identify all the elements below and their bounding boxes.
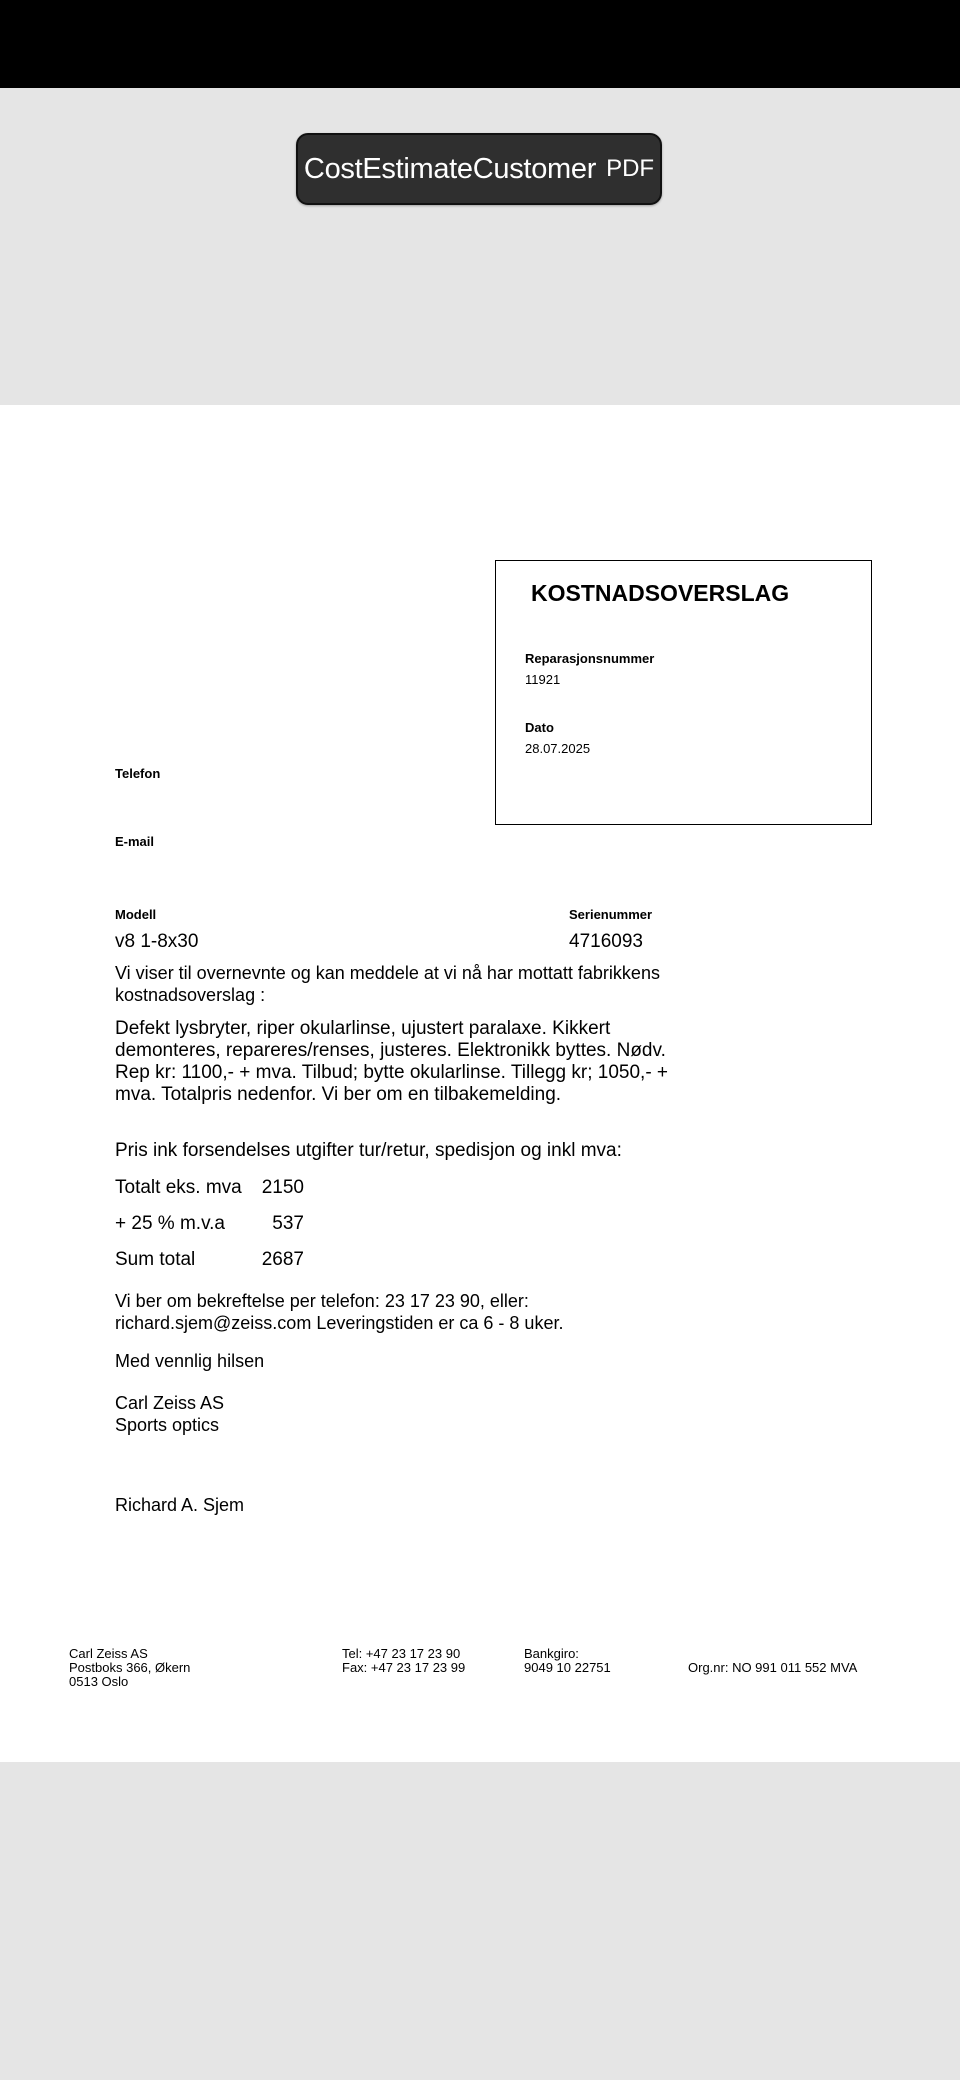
file-name: CostEstimateCustomer: [303, 152, 597, 185]
serial-label: Serienummer: [569, 907, 653, 922]
email-label: E-mail: [115, 834, 155, 849]
description-line: demonteres, repareres/renses, justeres. Elektronikk byttes. Nødv.: [115, 1040, 666, 1061]
intro-line: kostnadsoverslag :: [115, 985, 266, 1005]
confirmation-paragraph: [115, 1290, 563, 1334]
description-line: Rep kr: 1100,- + mva. Tilbud; bytte okularlinse. Tillegg kr; 1050,- +: [115, 1062, 669, 1083]
footer-contact: [342, 1647, 465, 1675]
document-page: [0, 405, 960, 1762]
company-department: Sports optics: [115, 1415, 220, 1435]
price-row-value: 2150: [261, 1177, 304, 1198]
greeting: Med vennlig hilsen: [115, 1351, 265, 1371]
repair-number-label: Reparasjonsnummer: [525, 651, 655, 666]
repair-description: [115, 1018, 668, 1106]
description-line: Defekt lysbryter, riper okularlinse, ujustert paralaxe. Kikkert: [115, 1018, 611, 1039]
price-row-value: 2687: [261, 1249, 304, 1270]
footer-bank-number: 9049 10 22751: [524, 1660, 611, 1675]
footer-address-line: Postboks 366, Økern: [69, 1660, 191, 1675]
model-label: Modell: [115, 907, 157, 922]
model-value: v8 1-8x30: [115, 931, 199, 952]
price-heading: Pris ink forsendelses utgifter tur/retur, spedisjon og inkl mva:: [115, 1140, 622, 1161]
company-signature: [115, 1392, 224, 1436]
footer-address: [69, 1647, 190, 1689]
price-row-label: + 25 % m.v.a: [115, 1213, 226, 1234]
description-line: mva. Totalpris nedenfor. Vi ber om en tilbakemelding.: [115, 1084, 562, 1105]
price-row-label: Totalt eks. mva: [115, 1177, 242, 1198]
footer-org-number: Org.nr: NO 991 011 552 MVA: [688, 1660, 858, 1675]
company-name: Carl Zeiss AS: [115, 1393, 225, 1413]
footer-fax: Fax: +47 23 17 23 99: [342, 1660, 466, 1675]
document-title: KOSTNADSOVERSLAG: [531, 580, 790, 606]
repair-number: 11921: [525, 672, 561, 687]
file-name-badge[interactable]: [296, 133, 662, 205]
file-type: PDF: [606, 155, 655, 182]
footer-tel: Tel: +47 23 17 23 90: [342, 1646, 461, 1661]
price-row-value: 537: [272, 1213, 304, 1234]
estimate-info-box: [495, 560, 872, 825]
intro-line: Vi viser til overnevnte og kan meddele at vi nå har mottatt fabrikkens: [115, 963, 660, 983]
serial-value: 4716093: [569, 931, 643, 952]
date-label: Dato: [525, 720, 554, 735]
footer-bank-label: Bankgiro:: [524, 1646, 579, 1661]
intro-paragraph: [115, 962, 660, 1006]
confirmation-line: Vi ber om bekreftelse per telefon: 23 17 23 90, eller:: [115, 1291, 529, 1311]
footer-address-line: Carl Zeiss AS: [69, 1646, 148, 1661]
viewer-bottom-area: [0, 1762, 960, 2080]
confirmation-line: richard.sjem@zeiss.com Leveringstiden er ca 6 - 8 uker.: [115, 1313, 564, 1333]
footer-bank: [524, 1647, 611, 1675]
signer-name: Richard A. Sjem: [115, 1495, 245, 1515]
phone-label: Telefon: [115, 766, 161, 781]
price-row-label: Sum total: [115, 1249, 196, 1270]
top-black-bar: [0, 0, 960, 88]
date-value: 28.07.2025: [525, 741, 591, 756]
footer-address-line: 0513 Oslo: [69, 1674, 129, 1689]
